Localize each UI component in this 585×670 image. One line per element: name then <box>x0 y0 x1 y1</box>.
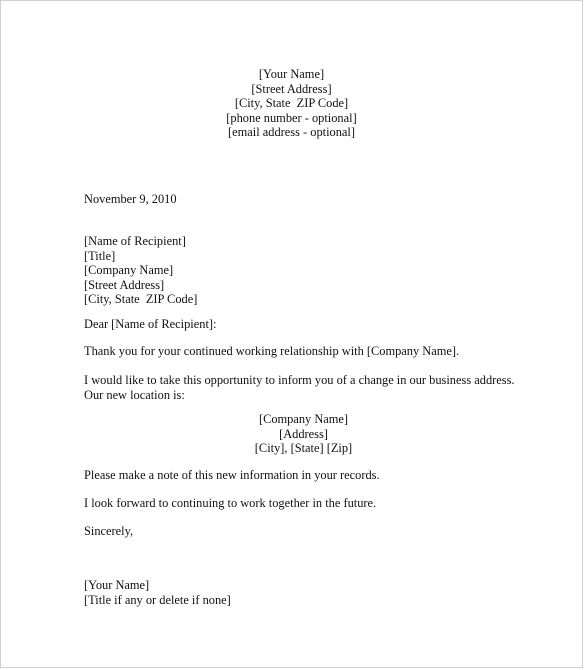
sender-name: [Your Name] <box>258 67 325 81</box>
recipient-name: [Name of Recipient] <box>84 234 186 248</box>
recipient-title: [Title] <box>84 248 116 263</box>
recipient-block <box>84 234 197 307</box>
signature-title: [Title if any or delete if none] <box>84 592 231 607</box>
recipient-street: [Street Address] <box>84 277 165 292</box>
signature-name: [Your Name] <box>84 578 150 592</box>
body-paragraph-address-change <box>84 373 515 402</box>
new-address-address: [Address] <box>279 426 328 441</box>
new-address-city-state-zip: [City], [State] [Zip] <box>254 441 353 456</box>
sender-city-state-zip: [City, State ZIP Code] <box>234 96 349 111</box>
address-change-line-1: I would like to take this opportunity to inform you of a change in our business address. <box>84 373 515 387</box>
sender-block <box>1 67 582 140</box>
body-paragraph-thanks: Thank you for your continued working relationship with [Company Name]. <box>84 344 460 358</box>
body-paragraph-note: Please make a note of this new information in your records. <box>84 468 380 482</box>
sender-phone: [phone number - optional] <box>226 110 357 125</box>
sender-email: [email address - optional] <box>228 125 355 140</box>
new-address-company: [Company Name] <box>258 412 349 426</box>
letter-date: November 9, 2010 <box>84 192 177 206</box>
closing: Sincerely, <box>84 524 134 538</box>
sender-street: [Street Address] <box>251 81 332 96</box>
address-change-line-2: Our new location is: <box>84 387 185 402</box>
recipient-city-state-zip: [City, State ZIP Code] <box>84 292 198 307</box>
recipient-company: [Company Name] <box>84 263 174 278</box>
new-address-block <box>1 412 585 456</box>
signature-block <box>84 578 231 607</box>
body-paragraph-forward: I look forward to continuing to work together in the future. <box>84 496 377 510</box>
salutation: Dear [Name of Recipient]: <box>84 317 217 331</box>
